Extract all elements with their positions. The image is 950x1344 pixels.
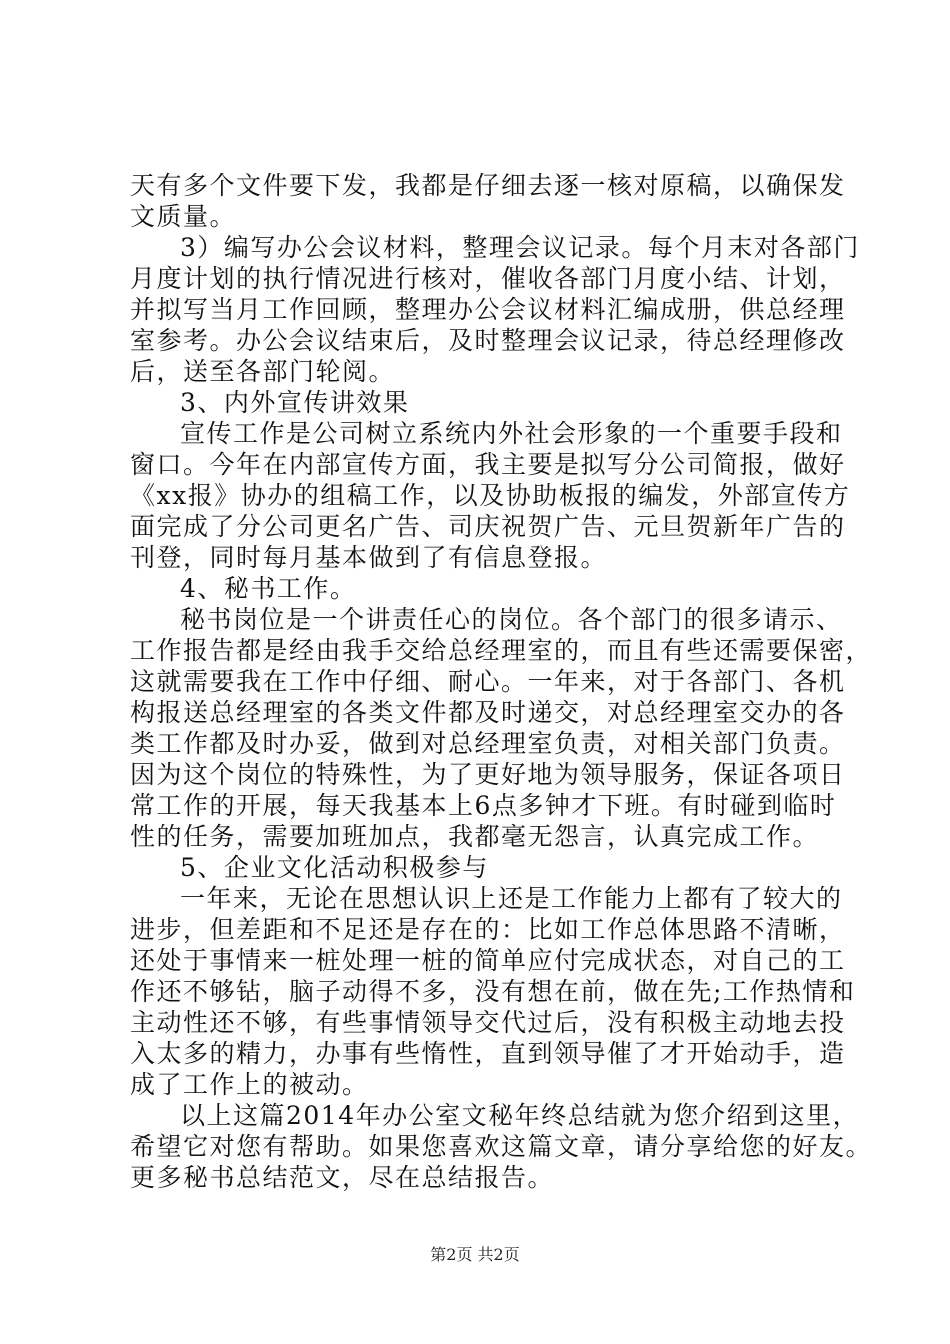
section-heading: 5、企业文化活动积极参与 xyxy=(180,853,489,882)
text-line: 成了工作上的被动。 xyxy=(130,1070,369,1099)
text-line: 后，送至各部门轮阅。 xyxy=(130,357,396,386)
text-line: 希望它对您有帮助。如果您喜欢这篇文章，请分享给您的好友。 xyxy=(130,1132,873,1161)
text-line: 室参考。办公会议结束后，及时整理会议记录，待总经理修改 xyxy=(130,326,846,355)
text-line: 常工作的开展，每天我基本上6点多钟才下班。有时碰到临时 xyxy=(130,791,837,820)
text-line: 类工作都及时办妥，做到对总经理室负责，对相关部门负责。 xyxy=(130,729,846,758)
text-line: 性的任务，需要加班加点，我都毫无怨言，认真完成工作。 xyxy=(130,822,820,851)
text-line: 月度计划的执行情况进行核对，催收各部门月度小结、计划， xyxy=(130,264,846,293)
page-footer xyxy=(0,1242,950,1265)
text-line: 工作报告都是经由我手交给总经理室的，而且有些还需要保密， xyxy=(130,636,873,665)
text-line: 构报送总经理室的各类文件都及时递交，对总经理室交办的各 xyxy=(130,698,846,727)
text-line: 面完成了分公司更名广告、司庆祝贺广告、元旦贺新年广告的 xyxy=(130,512,846,541)
section-heading: 4、秘书工作。 xyxy=(180,574,357,603)
text-line: 主动性还不够，有些事情领导交代过后，没有积极主动地去投 xyxy=(130,1008,846,1037)
text-line: 入太多的精力，办事有些惰性，直到领导催了才开始动手，造 xyxy=(130,1039,846,1068)
text-line: 3）编写办公会议材料，整理会议记录。每个月末对各部门 xyxy=(180,233,860,262)
text-line: 并拟写当月工作回顾，整理办公会议材料汇编成册，供总经理 xyxy=(130,295,846,324)
text-line: 文质量。 xyxy=(130,202,237,231)
text-line: 还处于事情来一桩处理一桩的简单应付完成状态，对自己的工 xyxy=(130,946,846,975)
document-body xyxy=(130,170,873,1193)
text-line: 一年来，无论在思想认识上还是工作能力上都有了较大的 xyxy=(180,884,843,913)
text-line: 《xx报》协办的组稿工作，以及协助板报的编发，外部宣传方 xyxy=(130,481,851,510)
text-line: 以上这篇2014年办公室文秘年终总结就为您介绍到这里， xyxy=(180,1101,860,1130)
section-heading: 3、内外宣传讲效果 xyxy=(180,388,410,417)
text-line: 秘书岗位是一个讲责任心的岗位。各个部门的很多请示、 xyxy=(180,605,843,634)
text-line: 作还不够钻，脑子动得不多，没有想在前，做在先;工作热情和 xyxy=(130,977,856,1006)
text-line: 宣传工作是公司树立系统内外社会形象的一个重要手段和 xyxy=(180,419,843,448)
text-line: 因为这个岗位的特殊性，为了更好地为领导服务，保证各项日 xyxy=(130,760,846,789)
text-line: 天有多个文件要下发，我都是仔细去逐一核对原稿，以确保发 xyxy=(130,171,846,200)
text-line: 刊登，同时每月基本做到了有信息登报。 xyxy=(130,543,608,572)
text-line: 进步，但差距和不足还是存在的：比如工作总体思路不清晰， xyxy=(130,915,846,944)
text-line: 这就需要我在工作中仔细、耐心。一年来，对于各部门、各机 xyxy=(130,667,846,696)
text-line: 窗口。今年在内部宣传方面，我主要是拟写分公司简报，做好 xyxy=(130,450,846,479)
text-line: 更多秘书总结范文，尽在总结报告。 xyxy=(130,1163,555,1192)
page-number: 第2页 共2页 xyxy=(430,1245,520,1264)
